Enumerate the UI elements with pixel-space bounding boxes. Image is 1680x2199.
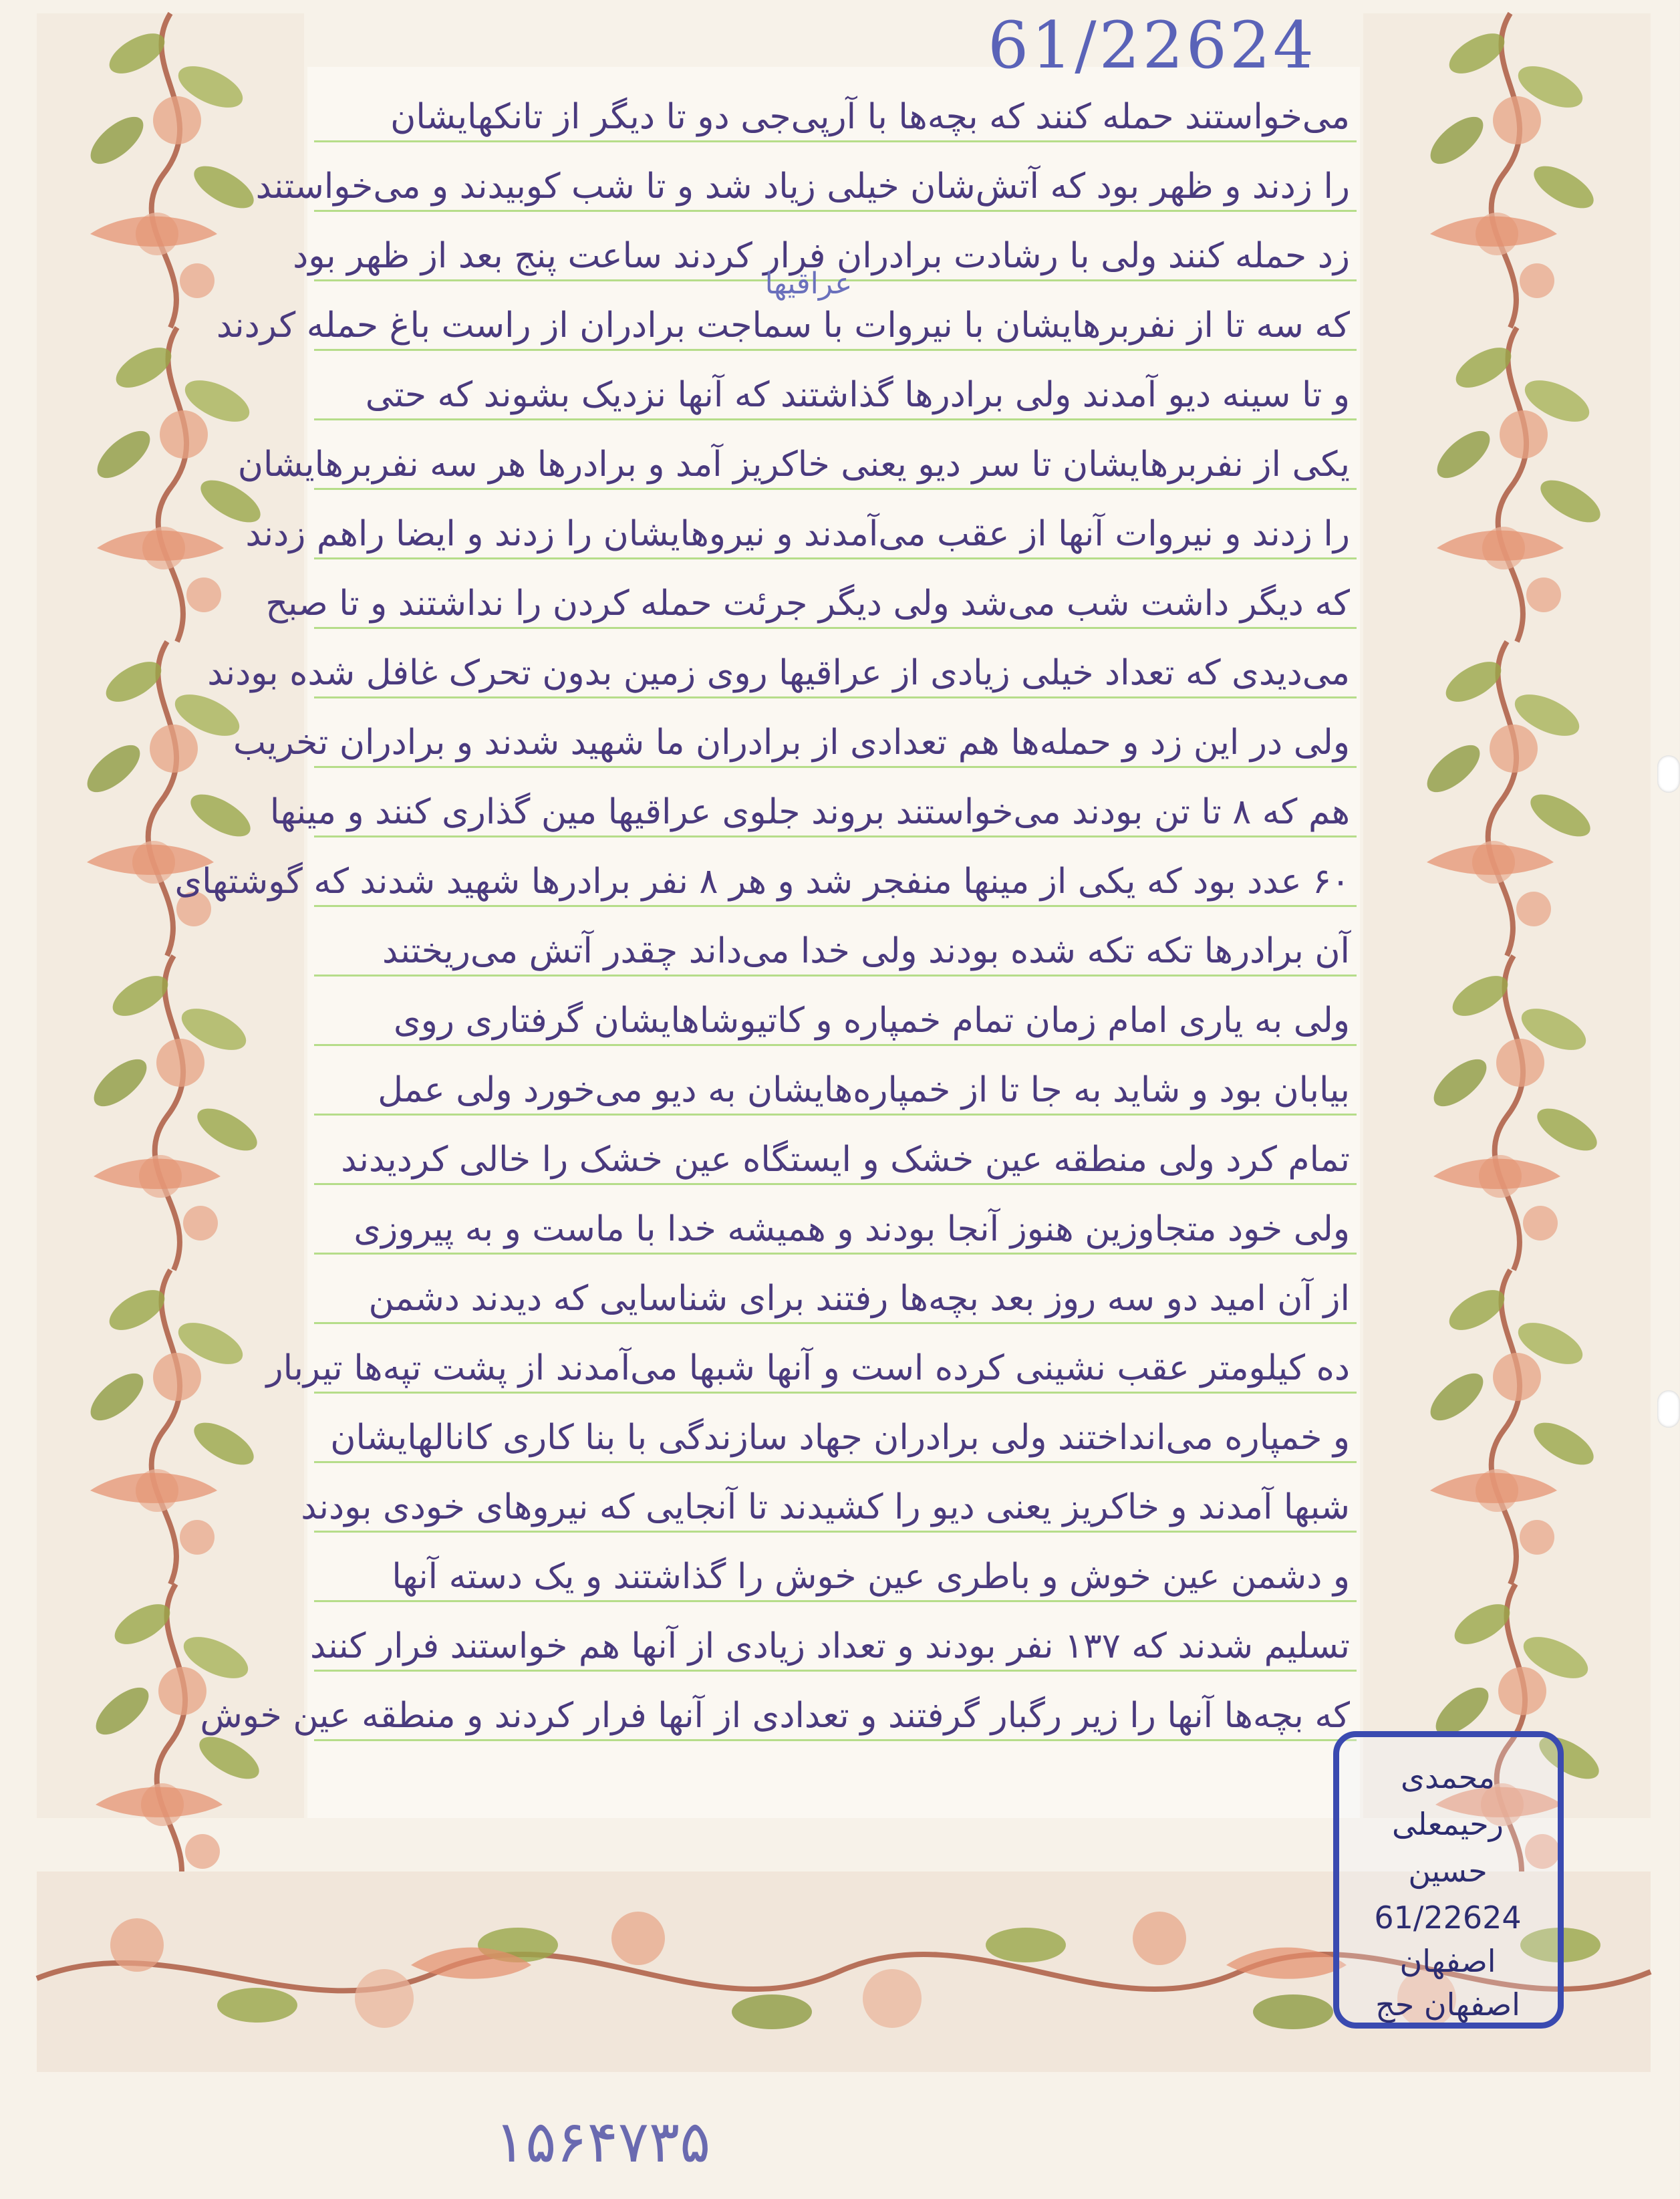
text-line: می‌دیدی که تعداد خیلی زیادی از عراقیها روی زمین بدون تحرک غافل شده بودند <box>207 653 1350 693</box>
text-line: را زدند و ظهر بود که آتش‌شان خیلی زیاد شد و تا شب کوبیدند و می‌خواستند <box>255 166 1350 207</box>
floral-border-right <box>1363 13 1651 1818</box>
text-line: هم که ۸ تا تن بودند می‌خواستند بروند جلوی عراقیها مین گذاری کنند و مینها <box>269 792 1350 832</box>
text-line: ولی خود متجاوزین هنوز آنجا بودند و همیشه خدا با ماست و به پیروزی <box>354 1209 1350 1249</box>
stamp-line: اصفهان حج <box>1375 1986 1520 2023</box>
margin-note: عراقیها <box>764 267 853 301</box>
stamp-line: محمدی <box>1400 1759 1496 1795</box>
text-line: ولی به یاری امام زمان تمام خمپاره و کاتیوشاهایشان گرفتاری روی <box>394 1001 1350 1041</box>
punch-hole-icon <box>1657 1390 1680 1428</box>
text-line: را زدند و نیروات آنها از عقب می‌آمدند و نیروهایشان را زدند و ایضا راهم زدند <box>245 514 1350 554</box>
text-line: تمام کرد ولی منطقه عین خشک و ایستگاه عین خشک را خالی کردیدند <box>341 1140 1350 1180</box>
text-line: شبها آمدند و خاکریز یعنی دیو را کشیدند تا آنجایی که نیروهای خودی بودند <box>301 1487 1350 1527</box>
text-line: و خمپاره می‌انداختند ولی برادران جهاد سازندگی با بنا کاری کانالهایشان <box>330 1418 1350 1458</box>
text-line: و تا سینه دیو آمدند ولی برادرها گذاشتند که آنها نزدیک بشوند که حتی <box>365 375 1350 415</box>
floral-pattern-right-icon <box>1363 13 1651 1818</box>
stamp-line: اصفهان <box>1399 1943 1496 1979</box>
text-line: ده کیلومتر عقب نشینی کرده است و آنها شبها می‌آمدند از پشت تپه‌ها تیربار <box>266 1348 1350 1388</box>
bottom-reference-number: ۱۵۶۴۷۳۵ <box>495 2109 711 2176</box>
text-line: یکی از نفربرهایشان تا سر دیو یعنی خاکریز آمد و برادرها هر سه نفربرهایشان <box>237 444 1350 485</box>
text-line: که سه تا از نفربرهایشان با نیروات با سماجت برادران از راست باغ حمله کردند <box>216 305 1350 346</box>
stamp-line: 61/22624 <box>1374 1900 1522 1936</box>
text-line: تسلیم شدند که ۱۳۷ نفر بودند و تعداد زیادی از آنها هم خواستند فرار کنند <box>310 1626 1350 1666</box>
top-reference-number: 61/22624 <box>988 8 1316 83</box>
text-line: ولی در این زد و حمله‌ها هم تعدادی از برادران ما شهید شدند و برادران تخریب <box>233 723 1350 763</box>
stamp-line: رحیمعلی <box>1392 1806 1504 1842</box>
text-line: می‌خواستند حمله کنند که بچه‌ها با آرپی‌جی دو تا دیگر از تانکهایشان <box>390 97 1350 137</box>
official-stamp <box>1333 1731 1564 2029</box>
text-line: که دیگر داشت شب می‌شد ولی دیگر جرئت حمله کردن را نداشتند و تا صبح <box>265 584 1350 624</box>
text-line: از آن امید دو سه روز بعد بچه‌ها رفتند برای شناسایی که دیدند دشمن <box>368 1279 1350 1319</box>
text-line: و دشمن عین خوش و باطری عین خوش را گذاشتند و یک دسته آنها <box>392 1557 1350 1597</box>
text-line: ۶۰ عدد بود که یکی از مینها منفجر شد و هر ۸ نفر برادرها شهید شدند که گوشتهای <box>174 862 1350 902</box>
text-line: آن برادرها تکه تکه شده بودند ولی خدا می‌داند چقدر آتش می‌ریختند <box>382 931 1350 971</box>
punch-hole-icon <box>1657 755 1680 793</box>
stamp-line: حسین <box>1408 1853 1488 1889</box>
text-line: که بچه‌ها آنها را زیر رگبار گرفتند و تعدادی از آنها فرار کردند و منطقه عین خوش <box>200 1696 1350 1736</box>
text-line: بیابان بود و شاید به جا تا از خمپاره‌هایشان به دیو می‌خورد ولی عمل <box>378 1070 1350 1110</box>
text-line: زد حمله کنند ولی با رشادت برادران فرار کردند ساعت پنج بعد از ظهر بود <box>293 236 1350 276</box>
